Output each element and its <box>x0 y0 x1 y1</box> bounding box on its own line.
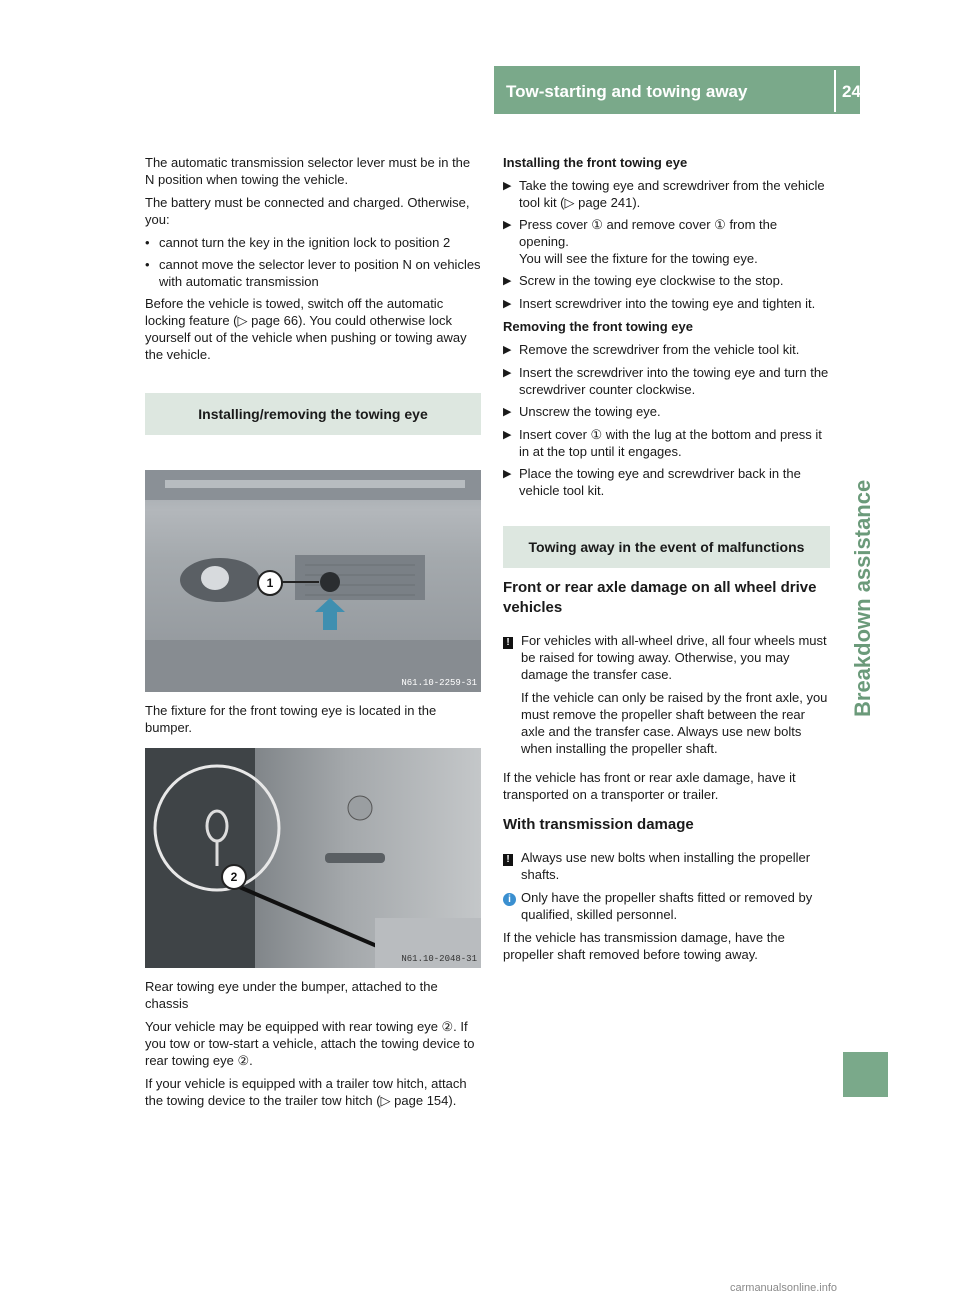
caption: The fixture for the front towing eye is located in the bumper. <box>145 703 437 735</box>
step: ▶ Take the towing eye and screwdriver from the vehicle tool kit (▷ page 241). <box>503 178 825 210</box>
step: ▶ Unscrew the towing eye. <box>503 404 661 419</box>
figure-code: N61.10-2259-31 <box>401 678 477 688</box>
rear-towing-eye-illustration <box>145 748 481 968</box>
list-item: • cannot turn the key in the ignition lock to position 2 <box>145 235 451 250</box>
header-divider <box>834 70 836 112</box>
list-item: • cannot move the selector lever to position N on vehicles with automatic transmission <box>145 257 481 289</box>
step: ▶ Place the towing eye and screwdriver back in the vehicle tool kit. <box>503 466 801 498</box>
side-tab-label: Breakdown assistance <box>850 479 875 717</box>
paragraph: The automatic transmission selector lever must be in the N position when towing the vehicle. <box>145 155 471 187</box>
rear-towing-eye-photo <box>145 748 481 968</box>
callout-2: 2 <box>221 864 247 890</box>
left-column-bottom <box>145 978 481 1115</box>
warning-icon: ! <box>503 854 513 866</box>
step: ▶ Remove the screwdriver from the vehicle tool kit. <box>503 342 800 357</box>
step: ▶ Insert cover ① with the lug at the bottom and press it in at the top until it engages. <box>503 427 822 459</box>
subheading: Installing the front towing eye <box>503 155 688 170</box>
heading: With transmission damage <box>503 816 694 833</box>
front-bumper-illustration <box>145 470 481 692</box>
page-title: Tow-starting and towing away <box>506 82 748 101</box>
right-column <box>503 154 830 969</box>
callout-1: 1 <box>257 570 283 596</box>
footer-watermark: carmanualsonline.info <box>730 1282 838 1294</box>
paragraph: If the vehicle has front or rear axle damage, have it transported on a transporter or trailer. <box>503 770 796 802</box>
section-title: Towing away in the event of malfunctions <box>503 526 830 568</box>
warning-icon: ! <box>503 637 513 649</box>
paragraph: Before the vehicle is towed, switch off the automatic locking feature (▷ page 66). You could otherwise lock yourself out of the vehicle when pushing or towing away the vehicle. <box>145 296 467 362</box>
step: ▶ Insert the screwdriver into the towing eye and turn the screwdriver counter clockwise. <box>503 365 829 397</box>
figure-code: N61.10-2048-31 <box>401 954 477 964</box>
heading: Front or rear axle damage on all wheel drive vehicles <box>503 579 817 616</box>
paragraph: If your vehicle is equipped with a trailer tow hitch, attach the towing device to the trailer tow hitch (▷ page 154). <box>145 1076 467 1108</box>
paragraph: If the vehicle has transmission damage, have the propeller shaft removed before towing away. <box>503 930 785 962</box>
step: ▶ Press cover ① and remove cover ① from the opening. You will see the fixture for the towing eye. <box>503 217 778 266</box>
caption: Rear towing eye under the bumper, attached to the chassis <box>145 979 438 1011</box>
step: ▶ Insert screwdriver into the towing eye and tighten it. <box>503 296 816 311</box>
paragraph: The battery must be connected and charged. Otherwise, you: <box>145 195 470 227</box>
info-icon: i <box>503 893 516 906</box>
page-number: 245 <box>842 82 871 101</box>
subheading: Removing the front towing eye <box>503 319 693 334</box>
warning-note: ! For vehicles with all-wheel drive, all four wheels must be raised for towing away. Otherwise, you may damage the transfer case. If the vehicle can only be raised by the front axle, you must remove the propeller shaft between the rear axle and the transfer case. Always use new bolts when installing the propeller shaft. <box>503 632 830 763</box>
info-note: i Only have the propeller shafts fitted or removed by qualified, skilled personnel. <box>503 889 830 923</box>
warning-note: ! Always use new bolts when installing the propeller shafts. <box>503 849 830 883</box>
front-bumper-photo <box>145 470 481 692</box>
side-tab-marker <box>843 1052 888 1097</box>
section-title: Installing/removing the towing eye <box>145 393 481 435</box>
step: ▶ Screw in the towing eye clockwise to the stop. <box>503 273 784 288</box>
paragraph: Your vehicle may be equipped with rear towing eye ②. If you tow or tow-start a vehicle, attach the towing device to rear towing eye ②. <box>145 1019 475 1068</box>
left-column <box>145 154 481 445</box>
